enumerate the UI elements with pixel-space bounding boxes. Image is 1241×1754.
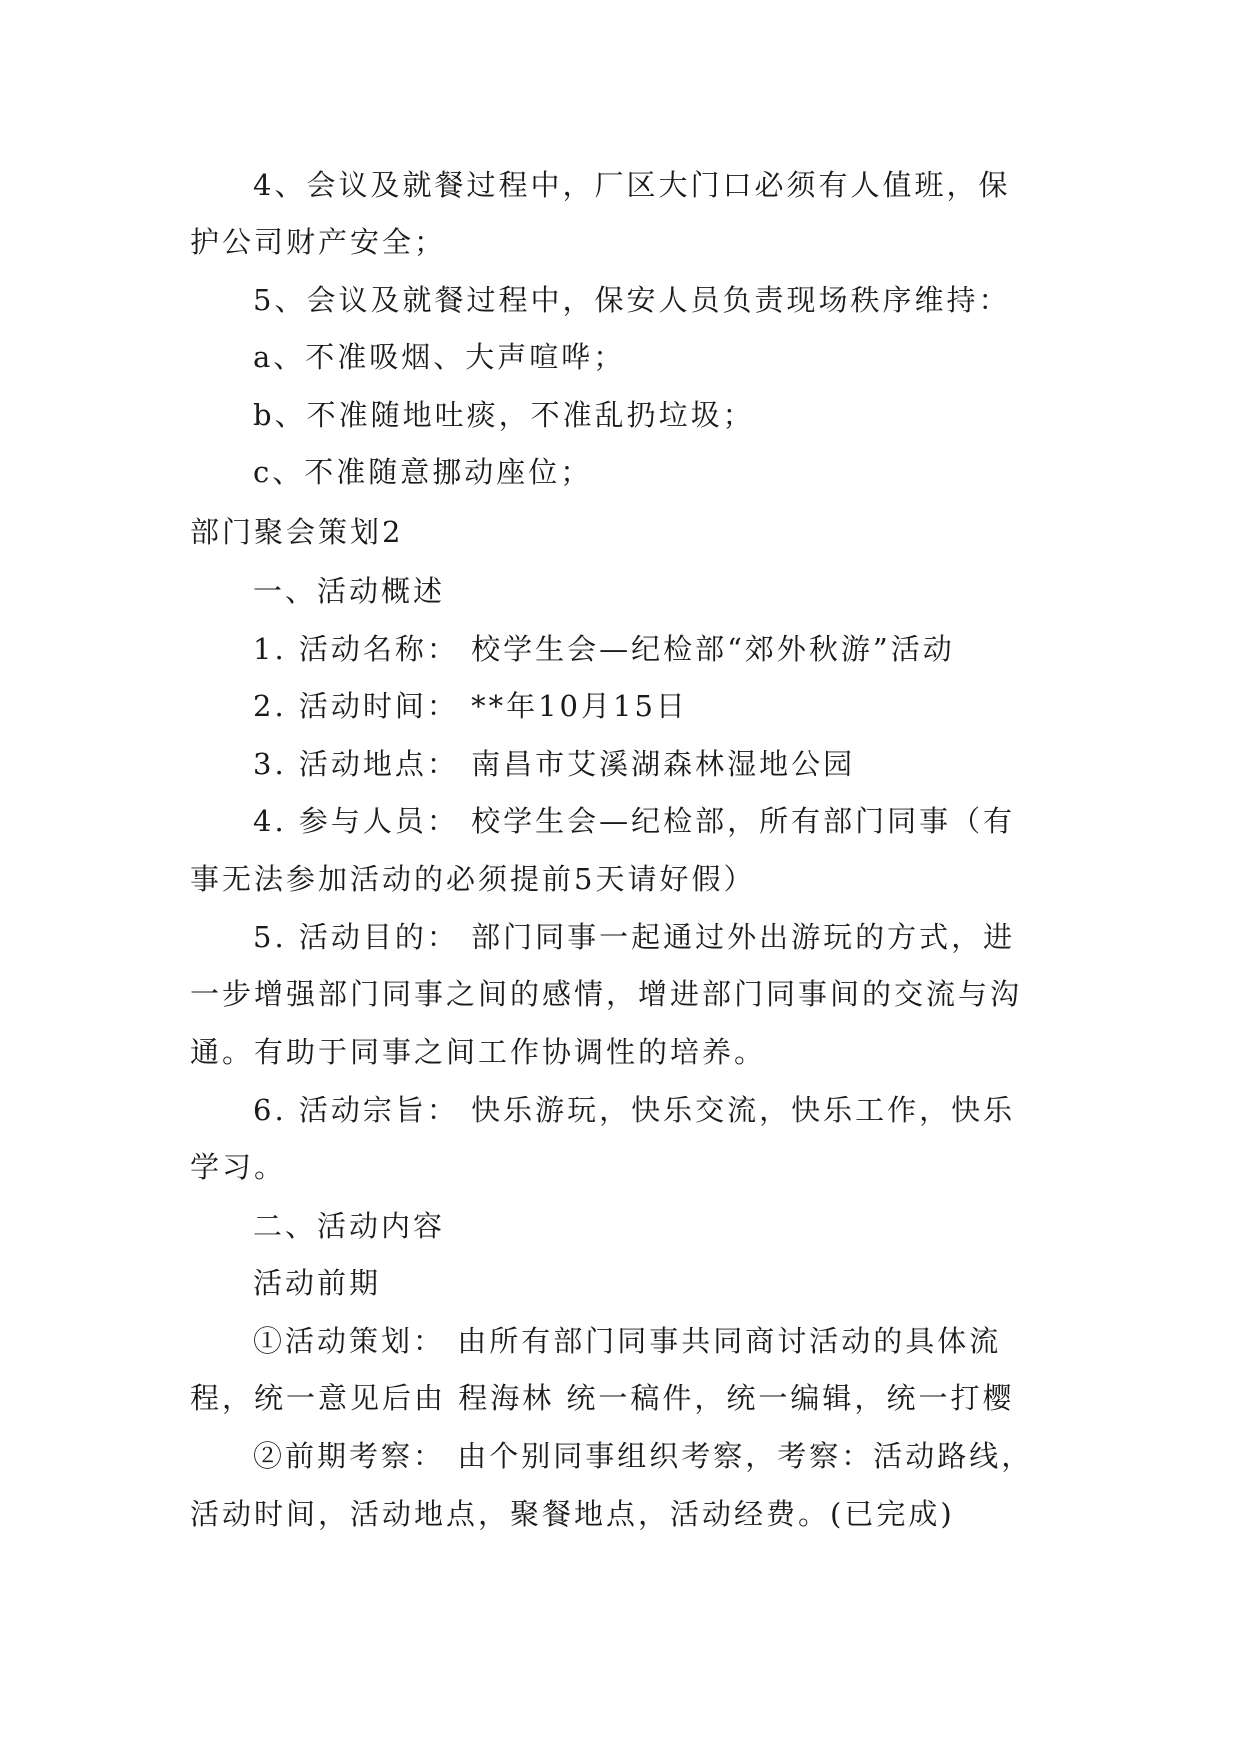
paragraph-line: 3. 活动地点： 南昌市艾溪湖森林湿地公园	[253, 747, 856, 781]
paragraph-line: 6. 活动宗旨： 快乐游玩，快乐交流，快乐工作，快乐	[253, 1093, 1016, 1127]
paragraph-line: a、不准吸烟、大声喧哗；	[253, 340, 626, 374]
paragraph-line: 5、会议及就餐过程中，保安人员负责现场秩序维持：	[253, 283, 1011, 317]
paragraph-line: 一、活动概述	[253, 574, 446, 608]
paragraph-line: 学习。	[190, 1150, 287, 1184]
paragraph-line: 护公司财产安全；	[190, 225, 447, 259]
paragraph-line: 5. 活动目的： 部门同事一起通过外出游玩的方式，进	[253, 920, 1016, 954]
section-title: 部门聚会策划2	[190, 515, 404, 549]
paragraph-line: 通。有助于同事之间工作协调性的培养。	[190, 1035, 767, 1069]
paragraph-line: 事无法参加活动的必须提前5天请好假）	[190, 862, 756, 896]
paragraph-line: ①活动策划： 由所有部门同事共同商讨活动的具体流	[253, 1324, 1002, 1358]
paragraph-line: 二、活动内容	[253, 1209, 446, 1243]
paragraph-line: ②前期考察： 由个别同事组织考察，考察：活动路线，	[253, 1439, 1034, 1473]
paragraph-line: 4、会议及就餐过程中，厂区大门口必须有人值班，保	[253, 168, 1011, 202]
paragraph-line: 活动时间，活动地点，聚餐地点，活动经费。(已完成)	[190, 1497, 955, 1531]
paragraph-line: b、不准随地吐痰，不准乱扔垃圾；	[253, 398, 755, 432]
paragraph-line: 2. 活动时间： **年10月15日	[253, 689, 688, 723]
paragraph-line: 4. 参与人员： 校学生会—纪检部，所有部门同事（有	[253, 804, 1016, 838]
paragraph-line: c、不准随意挪动座位；	[253, 455, 593, 489]
paragraph-line: 活动前期	[253, 1266, 382, 1300]
paragraph-line: 一步增强部门同事之间的感情，增进部门同事间的交流与沟	[190, 977, 1023, 1011]
paragraph-line: 1. 活动名称： 校学生会—纪检部“郊外秋游”活动	[253, 632, 955, 666]
paragraph-line: 程，统一意见后由 程海林 统一稿件，统一编辑，统一打樱	[190, 1381, 1015, 1415]
